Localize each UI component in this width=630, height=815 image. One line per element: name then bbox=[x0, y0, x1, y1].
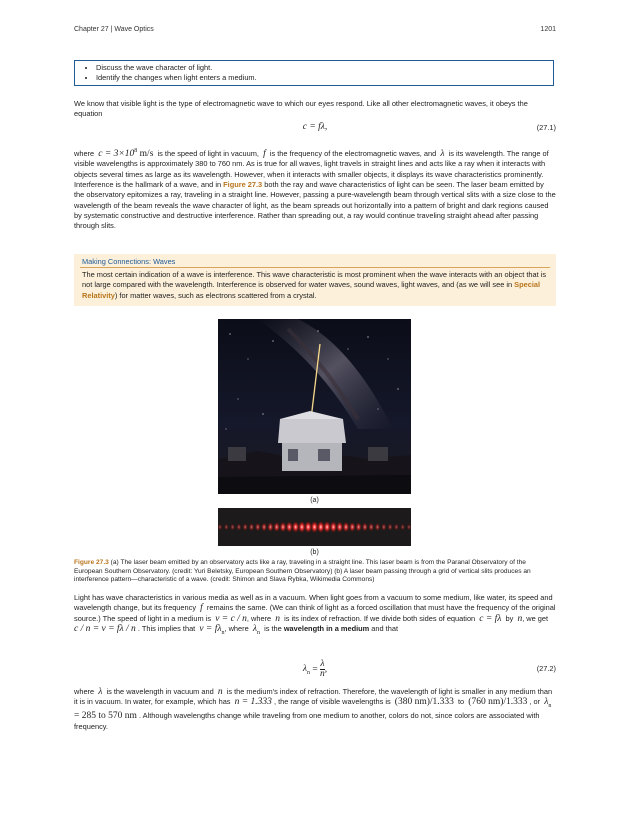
objective-item: • Identify the changes when light enters a medium. bbox=[96, 73, 553, 83]
interference-fringe bbox=[243, 523, 248, 531]
chapter-title: Chapter 27 | Wave Optics bbox=[74, 26, 154, 33]
interference-fringe bbox=[230, 524, 235, 531]
special-relativity-link[interactable]: Special Relativity bbox=[82, 280, 541, 300]
interference-fringe bbox=[400, 524, 405, 531]
figure-label-a: (a) bbox=[310, 497, 319, 504]
equation-27-2 bbox=[74, 659, 556, 682]
interference-fringe bbox=[255, 523, 261, 531]
interference-fringe bbox=[362, 523, 368, 532]
page-number: 1201 bbox=[540, 26, 556, 33]
interference-fringe bbox=[267, 522, 273, 531]
interference-fringe bbox=[343, 522, 350, 533]
connections-body: The most certain indication of a wave is interference. This wave characteristic is most prominent when the wave interacts with an object that is not large compared with the wavelength. Interference is observed for water waves, sound waves, light waves, and (as we will see in Special Relativity) for matter waves, such as electrons scattered from a crystal. bbox=[82, 270, 547, 300]
page-header bbox=[74, 26, 556, 36]
objectives-list bbox=[75, 63, 553, 83]
interference-fringe bbox=[388, 523, 393, 530]
connections-title: Making Connections: Waves bbox=[82, 257, 176, 266]
interference-fringe bbox=[236, 523, 241, 530]
interference-fringe bbox=[330, 521, 337, 532]
interference-pattern-photo bbox=[218, 508, 411, 546]
interference-fringe bbox=[292, 521, 299, 532]
interference-fringe bbox=[323, 521, 330, 533]
interference-fringe bbox=[261, 523, 267, 532]
speed-of-light-math: $c = 3\times 10^8$ m/s bbox=[98, 148, 154, 160]
interference-fringe bbox=[280, 522, 287, 533]
connections-divider bbox=[80, 267, 550, 268]
interference-fringe bbox=[349, 522, 356, 532]
wavelength-in-medium-term: wavelength in a medium bbox=[283, 623, 370, 633]
equation-number: (27.1) bbox=[536, 123, 556, 132]
interference-fringe bbox=[336, 521, 343, 532]
interference-fringe bbox=[368, 523, 374, 531]
interference-fringe bbox=[394, 524, 399, 531]
interference-fringe bbox=[381, 523, 386, 531]
equation-27-1 bbox=[74, 122, 556, 134]
learning-objectives-box bbox=[74, 60, 554, 86]
equation-expression: c = fλ, bbox=[302, 122, 328, 132]
figure-label-b: (b) bbox=[310, 549, 319, 556]
caption-figure-number: Figure 27.3 bbox=[74, 559, 109, 566]
interference-fringe bbox=[355, 522, 361, 531]
equation-expression: $\lambda_n$ = $\frac{\lambda}{n}$ , bbox=[302, 659, 328, 679]
observatory-laser-photo bbox=[218, 319, 411, 494]
paragraph-wave-character: where $c = 3\times 10^8$ m/s is the speed of light in vacuum, f is the frequency of the electromagnetic waves, and λ is its wavelength. The range of visible wavelengths is approximately 380 to 760 nm. As is true for all waves, light travels in straight lines and acts like a ray when it interacts with objects several times as large as its wavelength. However, when it interacts with smaller objects, it displays its wave characteristics prominently. Interference is the hallmark of a wave, and in Figure 27.3 both the ray and wave characteristics of light can be seen. The laser beam emitted by the observatory epitomizes a ray, traveling in a straight line. However, passing a pure-wavelength beam through vertical slits with a size close to the wavelength of the beam reveals the wave character of light, as the beam spreads out horizontally into a pattern of bright and dark regions caused by systematic constructive and destructive interference. Rather than spreading out, a ray would continue traveling straight ahead after passing through slits. bbox=[74, 148, 556, 231]
figure-caption: Figure 27.3 (a) The laser beam emitted by an observatory acts like a ray, traveling in a straight line. This laser beam is from the Paranal Observatory of the European Southern Observatory. (credit: Yuri Beletsky, European Southern Observatory) (b) A laser beam passing through a grid of vertical slits produces an interference pattern—characteristic of a wave. (credit: Shimon and Slava Rybka, Wikimedia Commons) bbox=[74, 559, 531, 584]
interference-fringe bbox=[286, 521, 293, 532]
figure-27-3-link[interactable]: Figure 27.3 bbox=[223, 180, 263, 190]
interference-fringe bbox=[273, 522, 280, 532]
paragraph-wavelength-in-water: where λ is the wavelength in vacuum and n is the medium's index of refraction. Therefore, the wavelength of light is smaller in any medium than it is in vacuum. In water, for example, which has n = 1.333 , the range of visible wavelengths is (380 nm)/1.333 to (760 nm)/1.333 , or $\lambda_n = 285$ to 570 nm . Although wavelengths change while traveling from one medium to another, colors do not, since colors are associated with frequency. bbox=[74, 687, 553, 731]
equation-number: (27.2) bbox=[536, 664, 556, 673]
paragraph-light-in-medium: Light has wave characteristics in various media as well as in a vacuum. When light goes from a vacuum to some medium, like water, its speed and wavelength change, but its frequency f remains the same. (We can think of light as a forced oscillation that must have the frequency of the original source.) The speed of light in a medium is v = c / n, where n is its index of refraction. If we divide both sides of equation c = fλ by n, we get c / n = v = fλ / n . This implies that $v = f\lambda_n$, where $\lambda_n$ is the wavelength in a medium and that bbox=[74, 593, 556, 636]
objective-item: • Discuss the wave character of light. bbox=[96, 63, 553, 73]
interference-fringe bbox=[249, 523, 254, 531]
making-connections-box bbox=[74, 254, 556, 306]
interference-fringe bbox=[224, 524, 229, 531]
intro-paragraph: We know that visible light is the type of electromagnetic wave to which our eyes respond. Like all other electromagnetic waves, it obeys the equation bbox=[74, 99, 528, 119]
interference-fringe bbox=[375, 523, 380, 531]
